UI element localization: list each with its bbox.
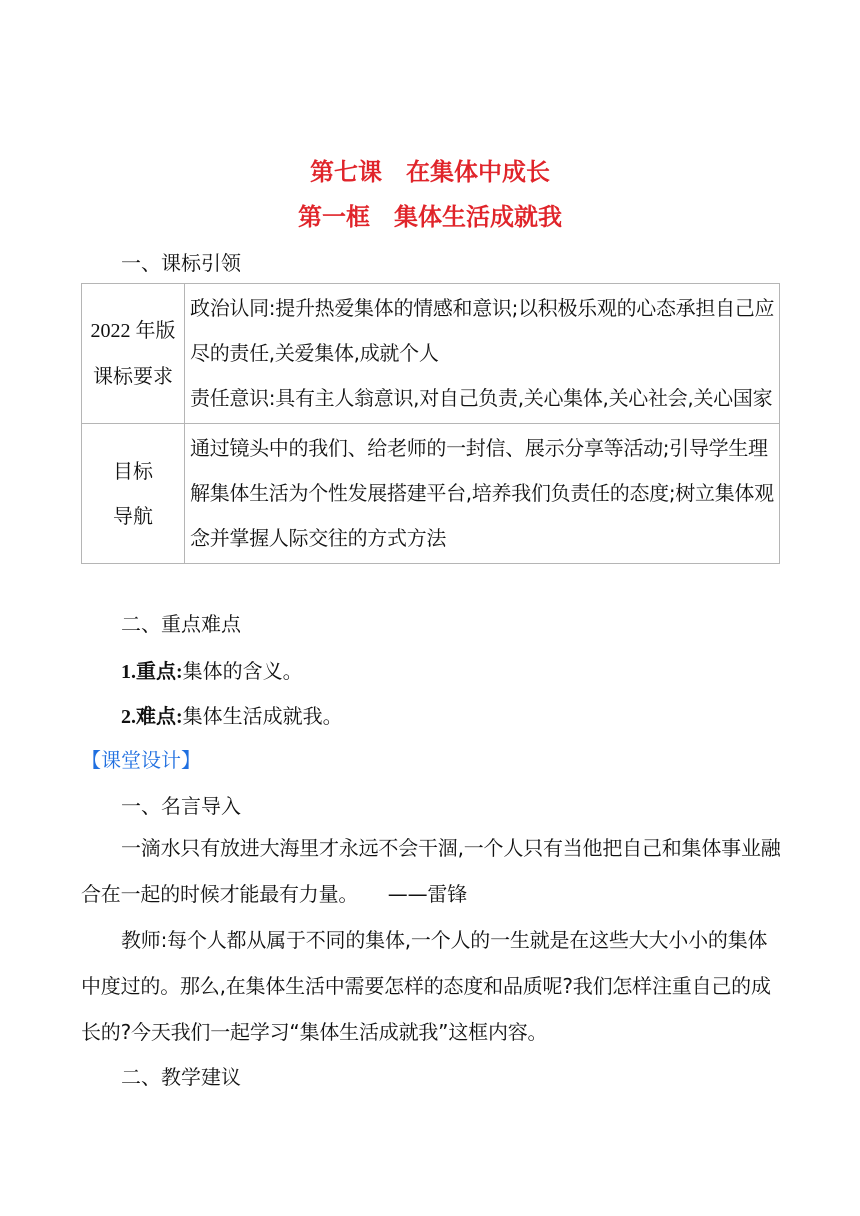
- frame-title: 第一框 集体生活成就我: [298, 203, 562, 231]
- label-line: 课标要求: [93, 363, 173, 388]
- difficulty-text: 集体生活成就我。: [182, 704, 343, 728]
- label-line: 2022 年版: [90, 319, 176, 342]
- content-paragraph: 政治认同:提升热爱集体的情感和意识;以积极乐观的心态承担自己应尽的责任,关爱集体,成就个人: [190, 296, 775, 365]
- teacher-paragraph: 教师:每个人都从属于不同的集体,一个人的一生就是在这些大大小小的集体中度过的。那么,在集体生活中需要怎样的态度和品质呢?我们怎样注重自己的成长的?今天我们一起学习“集体生活成就我”这框内容。: [81, 928, 771, 1044]
- section1-heading: 一、课标引领: [121, 251, 241, 275]
- key-point-label: 1.重点:: [121, 661, 183, 683]
- key-point-text: 集体的含义。: [182, 659, 303, 683]
- quote-paragraph: 一滴水只有放进大海里才永远不会干涸,一个人只有当他把自己和集体事业融合在一起的时候才能最有力量。 ——雷锋: [81, 836, 781, 906]
- difficulty-label: 2.难点:: [121, 706, 183, 728]
- table-row: [82, 284, 780, 424]
- table-content-standard: [185, 284, 780, 424]
- suggestion-heading: 二、教学建议: [121, 1065, 241, 1089]
- table-label-standard: [82, 284, 185, 424]
- intro-heading: 一、名言导入: [121, 794, 241, 818]
- label-line: 导航: [113, 503, 153, 528]
- lesson-title: 第七课 在集体中成长: [310, 158, 550, 186]
- table-content-goal: [185, 424, 780, 564]
- key-point: [121, 656, 821, 687]
- curriculum-table: [81, 283, 780, 564]
- table-row: [82, 424, 780, 564]
- table-label-goal: [82, 424, 185, 564]
- label-line: 目标: [113, 458, 153, 483]
- content-paragraph: 责任意识:具有主人翁意识,对自己负责,关心集体,关心社会,关心国家: [190, 386, 773, 410]
- difficulty-point: [121, 701, 821, 732]
- section2-heading: 二、重点难点: [121, 612, 241, 636]
- classroom-design-heading: 【课堂设计】: [81, 748, 201, 772]
- content-paragraph: 通过镜头中的我们、给老师的一封信、展示分享等活动;引导学生理解集体生活为个性发展搭建平台,培养我们负责任的态度;树立集体观念并掌握人际交往的方式方法: [190, 436, 774, 550]
